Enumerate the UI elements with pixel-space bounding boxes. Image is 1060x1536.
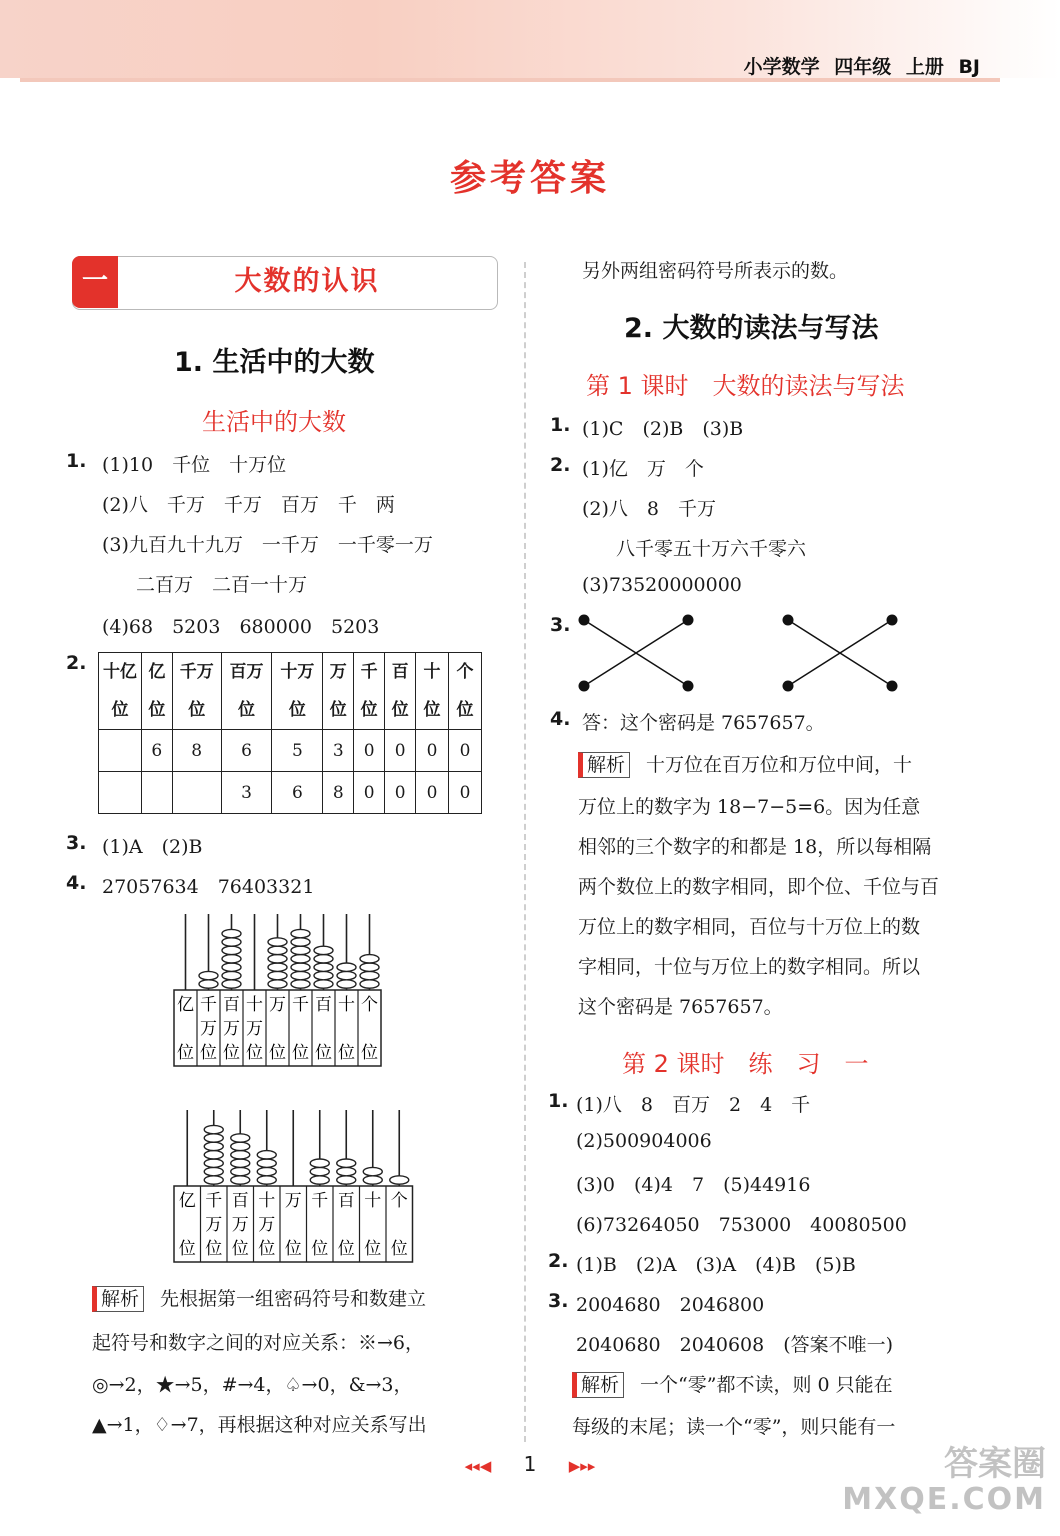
abacus-label: 位	[223, 1043, 240, 1063]
q3-number: 3.	[66, 832, 87, 854]
match-dot	[579, 615, 590, 626]
analysis-line1: 先根据第一组密码符号和数建立	[160, 1288, 427, 1310]
abacus-bead	[231, 1176, 250, 1184]
abacus-bead	[231, 1167, 250, 1175]
p3-line1: 2004680 2046800	[576, 1294, 765, 1316]
abacus-bead	[257, 1151, 276, 1159]
analysis1-line2: 万位上的数字为 18−7−5=6。因为任意	[578, 796, 921, 818]
q1-line1: (1)10 千位 十万位	[102, 454, 287, 476]
abacus-bead	[231, 1134, 250, 1142]
table-header-cell: 百万 位	[221, 653, 272, 730]
abacus-label: 位	[315, 1043, 332, 1063]
r-q2-line2: (2)八 8 千万	[582, 498, 717, 520]
abacus-bead	[314, 946, 333, 954]
match-dot	[579, 681, 590, 692]
table-row	[99, 730, 482, 772]
match-dot	[783, 615, 794, 626]
table-header-cell: 千 位	[354, 653, 385, 730]
table-cell: 3	[323, 730, 354, 772]
abacus-bead	[222, 963, 241, 971]
table-row	[99, 772, 482, 814]
section-title-1: 1. 生活中的大数	[174, 347, 375, 378]
abacus-label: 百	[223, 995, 240, 1015]
table-header-cell: 千万 位	[172, 653, 221, 730]
abacus-label: 万	[200, 1019, 217, 1039]
abacus-label: 位	[258, 1239, 276, 1259]
analysis-tag: 解析	[578, 752, 630, 778]
abacus-label: 位	[311, 1239, 329, 1259]
p3-number: 3.	[548, 1290, 569, 1312]
matching-diagram	[574, 610, 904, 696]
abacus-1	[170, 912, 390, 1072]
table-cell: 0	[448, 772, 481, 814]
p2-number: 2.	[548, 1250, 569, 1272]
q4-answer: 27057634 76403321	[102, 876, 315, 898]
table-header-cell: 百 位	[385, 653, 416, 730]
table-header-cell: 亿 位	[141, 653, 172, 730]
abacus-label: 千	[292, 995, 309, 1015]
abacus-label: 万	[258, 1215, 276, 1235]
abacus-bead	[231, 1159, 250, 1167]
abacus-label: 百	[337, 1191, 355, 1211]
abacus-bead	[314, 980, 333, 988]
prev-arrows-icon: ◂◂◀	[464, 1457, 492, 1475]
table-cell: 0	[385, 730, 416, 772]
abacus-label: 位	[177, 1043, 194, 1063]
p1-line2: (2)500904006	[576, 1130, 712, 1152]
abacus-bead	[268, 946, 287, 954]
analysis-right-2	[572, 1370, 893, 1398]
analysis-line4: ▲→1，♢→7，再根据这种对应关系写出	[92, 1414, 427, 1436]
abacus-bead	[268, 955, 287, 963]
abacus-bead	[337, 963, 356, 971]
abacus-bead	[222, 946, 241, 954]
abacus-label: 万	[205, 1215, 223, 1235]
table-cell: 6	[272, 772, 323, 814]
q2-number: 2.	[66, 652, 87, 674]
lesson-2-title: 第 2 课时 练 习 一	[622, 1050, 869, 1078]
watermark-url: MXQE.COM	[842, 1482, 1046, 1517]
abacus-label: 位	[337, 1239, 355, 1259]
abacus-bead	[360, 963, 379, 971]
abacus-bead	[360, 971, 379, 979]
place-value-table	[98, 652, 482, 814]
abacus-bead	[291, 946, 310, 954]
abacus-label: 位	[231, 1239, 249, 1259]
q4-number: 4.	[66, 872, 87, 894]
abacus-bead	[314, 971, 333, 979]
abacus-bead	[337, 1167, 356, 1175]
analysis-line3: ◎→2，★→5，#→4，♤→0，&→3，	[92, 1374, 413, 1396]
analysis1-line4: 两个数位上的数字相同，即个位、千位与百	[578, 876, 940, 898]
abacus-bead	[314, 963, 333, 971]
table-cell: 0	[416, 730, 449, 772]
abacus-label: 位	[205, 1239, 223, 1259]
abacus-bead	[360, 955, 379, 963]
table-cell: 6	[141, 730, 172, 772]
subsection-title: 生活中的大数	[202, 408, 346, 436]
abacus-bead	[360, 980, 379, 988]
match-dot	[683, 615, 694, 626]
abacus-label: 百	[231, 1191, 249, 1211]
q1-line5: (4)68 5203 680000 5203	[102, 616, 380, 638]
abacus-bead	[291, 938, 310, 946]
abacus-bead	[204, 1142, 223, 1150]
abacus-bead	[222, 955, 241, 963]
abacus-bead	[204, 1151, 223, 1159]
abacus-bead	[222, 938, 241, 946]
r-q4-number: 4.	[550, 708, 571, 730]
r-q2-number: 2.	[550, 454, 571, 476]
table-header-row	[99, 653, 482, 730]
page-number: 1	[523, 1452, 537, 1476]
column-divider	[524, 262, 526, 1442]
abacus-label: 万	[223, 1019, 240, 1039]
abacus-bead	[268, 971, 287, 979]
q3-answer: (1)A (2)B	[102, 836, 203, 858]
abacus-label: 百	[315, 995, 332, 1015]
table-cell: 3	[221, 772, 272, 814]
table-cell: 0	[354, 730, 385, 772]
abacus-bead	[222, 980, 241, 988]
p1-line4: (6)73264050 753000 40080500	[576, 1214, 907, 1236]
analysis-right-1	[578, 750, 912, 778]
abacus-bead	[231, 1151, 250, 1159]
analysis-tag: 解析	[92, 1286, 144, 1312]
abacus-label: 万	[246, 1019, 263, 1039]
abacus-bead	[268, 938, 287, 946]
chapter-number: 一	[72, 256, 118, 308]
abacus-2	[170, 1108, 420, 1268]
analysis1-line6: 字相同，十位与万位上的数字相同。所以	[578, 956, 921, 978]
r-q3-number: 3.	[550, 614, 571, 636]
table-cell: 5	[272, 730, 323, 772]
abacus-bead	[291, 980, 310, 988]
abacus-bead	[337, 971, 356, 979]
abacus-bead	[222, 971, 241, 979]
abacus-label: 十	[258, 1191, 276, 1211]
abacus-label: 位	[246, 1043, 263, 1063]
abacus-bead	[310, 1159, 329, 1167]
abacus-bead	[257, 1176, 276, 1184]
table-cell: 8	[172, 730, 221, 772]
table-cell: 0	[354, 772, 385, 814]
abacus-bead	[310, 1176, 329, 1184]
match-dot	[683, 681, 694, 692]
table-header-cell: 十 位	[416, 653, 449, 730]
analysis1-line7: 这个密码是 7657657。	[578, 996, 783, 1018]
table-cell	[99, 730, 142, 772]
table-header-cell: 十万 位	[272, 653, 323, 730]
abacus-label: 位	[338, 1043, 355, 1063]
analysis2-line1: 一个“零”都不读，则 0 只能在	[640, 1374, 893, 1396]
abacus-label: 个	[361, 995, 378, 1015]
abacus-label: 位	[178, 1239, 196, 1259]
lesson-1-title: 第 1 课时 大数的读法与写法	[586, 372, 905, 400]
table-header-cell: 万 位	[323, 653, 354, 730]
p1-line3: (3)0 (4)4 7 (5)44916	[576, 1174, 811, 1196]
r-q1-number: 1.	[550, 414, 571, 436]
table-cell	[172, 772, 221, 814]
abacus-label: 位	[390, 1239, 408, 1259]
abacus-bead	[231, 1142, 250, 1150]
abacus-bead	[268, 963, 287, 971]
next-arrows-icon: ▶▸▸	[568, 1457, 596, 1475]
table-cell: 6	[221, 730, 272, 772]
abacus-label: 万	[284, 1191, 302, 1211]
p1-number: 1.	[548, 1090, 569, 1112]
section-title-2: 2. 大数的读法与写法	[624, 313, 879, 344]
table-cell	[99, 772, 142, 814]
page-title: 参考答案	[449, 158, 610, 199]
abacus-bead	[363, 1176, 382, 1184]
analysis1-line5: 万位上的数字相同，百位与十万位上的数	[578, 916, 921, 938]
abacus-bead	[204, 1167, 223, 1175]
table-cell	[141, 772, 172, 814]
abacus-label: 十	[338, 995, 355, 1015]
abacus-label: 万	[231, 1215, 249, 1235]
r-q4-answer: 答：这个密码是 7657657。	[582, 712, 825, 734]
abacus-bead	[314, 955, 333, 963]
abacus-bead	[257, 1167, 276, 1175]
book-info: 小学数学 四年级 上册 BJ	[743, 56, 980, 78]
abacus-bead	[291, 971, 310, 979]
abacus-label: 个	[390, 1191, 408, 1211]
r-q1-answer: (1)C (2)B (3)B	[582, 418, 744, 440]
abacus-label: 位	[361, 1043, 378, 1063]
q1-line3: (3)九百九十九万 一千万 一千零一万	[102, 534, 433, 556]
p1-line1: (1)八 8 百万 2 4 千	[576, 1094, 811, 1116]
abacus-label: 万	[269, 995, 286, 1015]
table-cell: 8	[323, 772, 354, 814]
abacus-bead	[337, 1176, 356, 1184]
table-header-cell: 个 位	[448, 653, 481, 730]
analysis2-line2: 每级的末尾；读一个“零”，则只能有一	[572, 1416, 896, 1438]
abacus-bead	[257, 1159, 276, 1167]
abacus-label: 位	[200, 1043, 217, 1063]
abacus-bead	[222, 929, 241, 937]
table-header-cell: 十亿 位	[99, 653, 142, 730]
abacus-bead	[390, 1176, 409, 1184]
abacus-bead	[199, 980, 218, 988]
watermark-logo: 答案圈	[944, 1444, 1046, 1484]
abacus-label: 千	[200, 995, 217, 1015]
table-cell: 0	[448, 730, 481, 772]
abacus-bead	[310, 1167, 329, 1175]
abacus-bead	[204, 1134, 223, 1142]
abacus-bead	[363, 1167, 382, 1175]
abacus-label: 位	[284, 1239, 302, 1259]
analysis-left	[92, 1284, 426, 1312]
abacus-label: 十	[364, 1191, 382, 1211]
match-dot	[887, 615, 898, 626]
q1-line4: 二百万 二百一十万	[136, 574, 308, 596]
abacus-bead	[204, 1176, 223, 1184]
abacus-bead	[291, 929, 310, 937]
abacus-label: 亿	[177, 995, 194, 1015]
q1-number: 1.	[66, 450, 87, 472]
abacus-bead	[291, 963, 310, 971]
abacus-label: 位	[292, 1043, 309, 1063]
analysis1-line1: 十万位在百万位和万位中间，十	[646, 754, 913, 776]
page-footer	[0, 1452, 1060, 1476]
analysis-line2: 起符号和数字之间的对应关系：※→6，	[92, 1332, 425, 1354]
abacus-bead	[204, 1159, 223, 1167]
abacus-label: 亿	[178, 1191, 196, 1211]
p2-answer: (1)B (2)A (3)A (4)B (5)B	[576, 1254, 856, 1276]
abacus-bead	[268, 980, 287, 988]
abacus-bead	[199, 971, 218, 979]
r-q2-line1: (1)亿 万 个	[582, 458, 704, 480]
abacus-label: 位	[364, 1239, 382, 1259]
chapter-title: 大数的认识	[234, 266, 380, 297]
match-dot	[783, 681, 794, 692]
analysis1-line3: 相邻的三个数字的和都是 18，所以每相隔	[578, 836, 932, 858]
abacus-bead	[204, 1125, 223, 1133]
continued-text: 另外两组密码符号所表示的数。	[582, 260, 849, 282]
table-cell: 0	[416, 772, 449, 814]
abacus-label: 位	[269, 1043, 286, 1063]
abacus-bead	[291, 955, 310, 963]
r-q2-line4: (3)73520000000	[582, 574, 742, 596]
abacus-bead	[337, 1159, 356, 1167]
q1-line2: (2)八 千万 千万 百万 千 两	[102, 494, 395, 516]
p3-line2: 2040680 2040608 (答案不唯一)	[576, 1334, 894, 1356]
analysis-tag: 解析	[572, 1372, 624, 1398]
abacus-label: 十	[246, 995, 263, 1015]
abacus-label: 千	[205, 1191, 223, 1211]
abacus-bead	[337, 980, 356, 988]
r-q2-line3: 八千零五十万六千零六	[616, 538, 807, 560]
table-cell: 0	[385, 772, 416, 814]
match-dot	[887, 681, 898, 692]
abacus-label: 千	[311, 1191, 329, 1211]
